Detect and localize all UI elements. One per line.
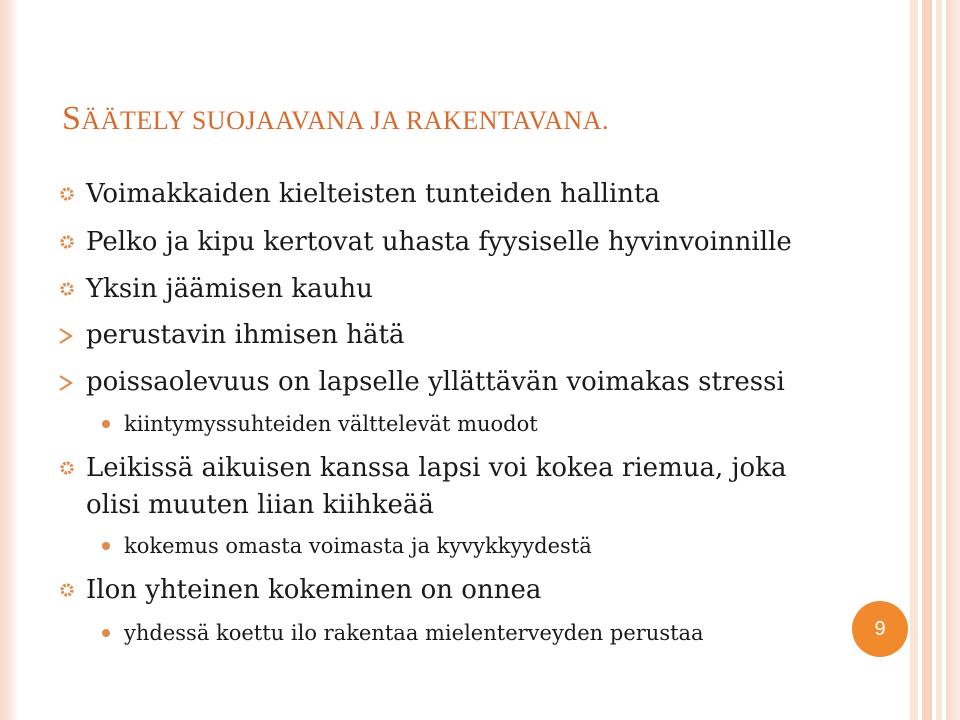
list-item: kiintymyssuhteiden välttelevät muodot (124, 412, 538, 436)
gear-bullet-icon (60, 583, 74, 597)
gear-bullet-icon (60, 282, 74, 296)
arrow-bullet-icon (58, 374, 74, 392)
title-initial: S (62, 100, 82, 137)
list-item: kokemus omasta voimasta ja kyvykkyydestä (124, 534, 592, 558)
list-item: Pelko ja kipu kertovat uhasta fyysiselle hyvinvoinnille (86, 227, 792, 257)
slide-title (62, 100, 609, 138)
arrow-bullet-icon (58, 327, 74, 345)
dot-bullet-icon (102, 629, 110, 637)
right-decor-stripe (922, 0, 932, 720)
list-item: Ilon yhteinen kokeminen on onnea (86, 575, 542, 605)
left-decor-stripe (0, 0, 18, 720)
list-item: Yksin jäämisen kauhu (86, 274, 373, 304)
page-number-badge: 9 (852, 601, 908, 657)
gear-bullet-icon (60, 187, 74, 201)
dot-bullet-icon (102, 420, 110, 428)
list-item: Leikissä aikuisen kanssa lapsi voi kokea riemua, joka (86, 453, 787, 483)
right-decor-stripe (936, 0, 942, 720)
dot-bullet-icon (102, 542, 110, 550)
right-decor-stripe (910, 0, 918, 720)
list-item: poissaolevuus on lapselle yllättävän voimakas stressi (86, 367, 785, 397)
list-item: perustavin ihmisen hätä (86, 320, 405, 350)
gear-bullet-icon (60, 235, 74, 249)
list-item-continuation: olisi muuten liian kiihkeää (86, 490, 434, 520)
list-item: yhdessä koettu ilo rakentaa mielenterveyden perustaa (124, 621, 704, 645)
list-item: Voimakkaiden kielteisten tunteiden hallinta (86, 179, 661, 209)
right-decor-stripe (946, 0, 960, 720)
title-rest: ÄÄTELY SUOJAAVANA JA RAKENTAVANA. (81, 106, 609, 135)
gear-bullet-icon (60, 461, 74, 475)
